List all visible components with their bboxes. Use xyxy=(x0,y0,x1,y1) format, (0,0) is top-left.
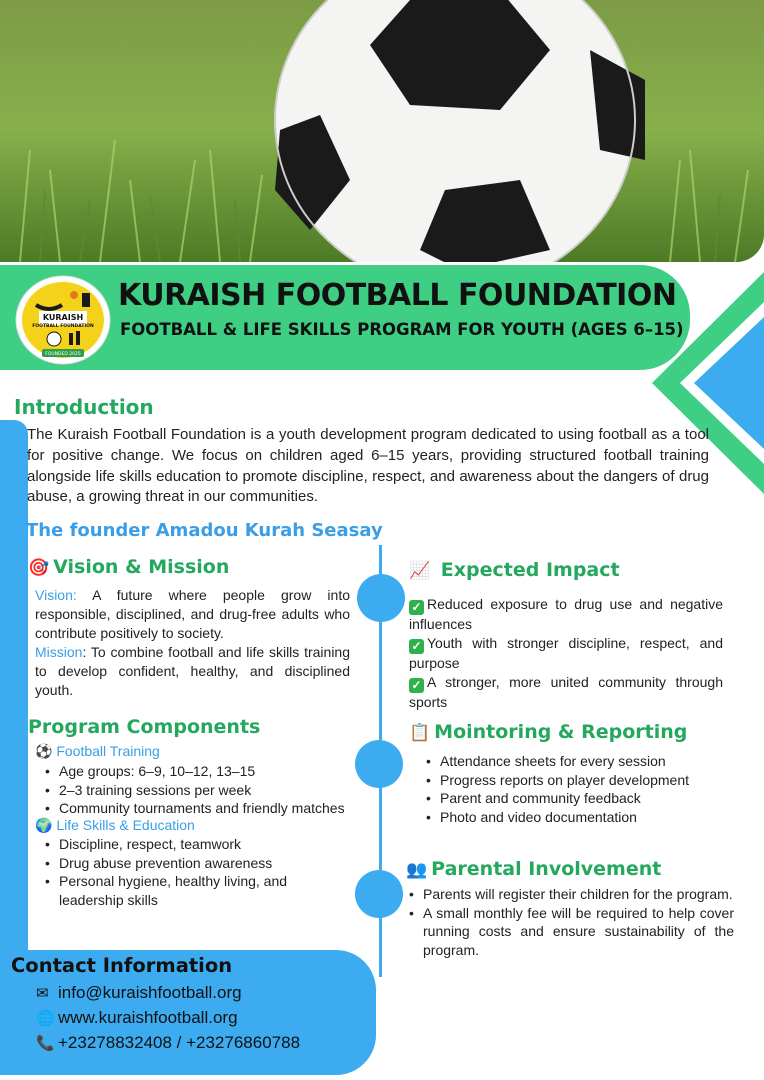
timeline-dot xyxy=(355,870,403,918)
email-text: info@kuraishfootball.org xyxy=(58,983,242,1002)
contact-email[interactable] xyxy=(36,983,242,1003)
impact-item xyxy=(409,595,723,634)
list-item: • Progress reports on player development xyxy=(426,771,746,790)
timeline-dot xyxy=(357,574,405,622)
mission-text: : To combine football and life skills training to develop confident, healthy, and disciplined youth. xyxy=(35,644,350,698)
list-item: • Parent and community feedback xyxy=(426,789,746,808)
vision-text: A future where people grow into responsible, disciplined, and drug-free adults who contribute positively to society. xyxy=(35,587,350,641)
impact-list xyxy=(409,595,723,712)
list-item: • Parents will register their children for the program. xyxy=(409,885,734,904)
check-icon: ✓ xyxy=(409,678,424,693)
page-subtitle: FOOTBALL & LIFE SKILLS PROGRAM FOR YOUTH (AGES 6–15) xyxy=(120,320,684,339)
check-icon: ✓ xyxy=(409,639,424,654)
check-icon: ✓ xyxy=(409,600,424,615)
football-training-list xyxy=(45,762,355,818)
impact-item-text: A stronger, more united community through sports xyxy=(409,674,723,710)
introduction-heading: Introduction xyxy=(14,395,154,419)
impact-item xyxy=(409,634,723,673)
life-skills-label xyxy=(35,817,195,834)
monitoring-list xyxy=(426,752,746,826)
list-item: • Personal hygiene, healthy living, and leadership skills xyxy=(45,872,355,909)
parental-list xyxy=(409,885,734,959)
parental-heading-text: Parental Involvement xyxy=(431,858,662,880)
football-ball xyxy=(260,0,650,262)
mission-label: Mission xyxy=(35,644,83,660)
list-item: • Drug abuse prevention awareness xyxy=(45,854,355,873)
target-icon: 🎯 xyxy=(28,558,50,578)
impact-item xyxy=(409,673,723,712)
list-item: • Community tournaments and friendly matches xyxy=(45,799,355,818)
contact-website[interactable] xyxy=(36,1008,238,1028)
contact-heading: Contact Information xyxy=(11,954,233,977)
expected-impact-heading-text: Expected Impact xyxy=(440,559,620,581)
contact-phone[interactable] xyxy=(36,1033,300,1053)
foundation-logo xyxy=(14,275,112,365)
list-item: • Photo and video documentation xyxy=(426,808,746,827)
list-item: • A small monthly fee will be required to help cover running costs and ensure sustainability of the program. xyxy=(409,904,734,960)
chart-up-icon: 📈 xyxy=(409,561,431,581)
founder-text: The founder Amadou Kurah Seasay xyxy=(26,520,383,541)
monitoring-heading xyxy=(409,721,687,743)
phone-icon: 📞 xyxy=(36,1035,55,1052)
life-skills-text: Life Skills & Education xyxy=(56,817,195,833)
envelope-icon: ✉ xyxy=(36,985,49,1002)
vision-mission-heading xyxy=(28,556,229,578)
list-item: • Discipline, respect, teamwork xyxy=(45,835,355,854)
introduction-text: The Kuraish Football Foundation is a youth development program dedicated to using football as a tool for positive change. We focus on children aged 6–15 years, providing structured football training alongside life skills education to promote discipline, respect, and awareness about the dangers of drug abuse, a growing threat in our communities. xyxy=(27,426,709,506)
football-training-text: Football Training xyxy=(56,743,160,759)
logo-text-founded: FOUNDED 2025 xyxy=(45,352,81,357)
logo-text-kuraish: KURAISH xyxy=(42,313,84,322)
timeline-dot xyxy=(355,740,403,788)
vision-label: Vision: xyxy=(35,587,77,603)
phone-text: +23278832408 / +23276860788 xyxy=(58,1033,301,1052)
parental-involvement-heading xyxy=(406,858,661,880)
expected-impact-heading xyxy=(409,559,620,581)
page-title: KURAISH FOOTBALL FOUNDATION xyxy=(118,278,677,313)
list-item: • Attendance sheets for every session xyxy=(426,752,746,771)
life-skills-list xyxy=(45,835,355,909)
soccer-ball-icon: ⚽ xyxy=(35,743,53,759)
hero-football-image xyxy=(0,0,764,262)
vision-mission-heading-text: Vision & Mission xyxy=(53,556,230,578)
program-components-heading: Program Components xyxy=(28,716,261,738)
impact-item-text: Youth with stronger discipline, respect, and purpose xyxy=(409,635,723,671)
football-training-label xyxy=(35,743,160,760)
globe-icon: 🌍 xyxy=(35,817,53,833)
list-item: • 2–3 training sessions per week xyxy=(45,781,355,800)
impact-item-text: Reduced exposure to drug use and negative influences xyxy=(409,596,723,632)
vision-mission-text xyxy=(35,586,350,700)
monitoring-heading-text: Mointoring & Reporting xyxy=(434,721,688,743)
left-accent-bar xyxy=(0,420,28,980)
clipboard-icon: 📋 xyxy=(409,723,431,743)
people-icon: 👥 xyxy=(406,860,428,880)
list-item: • Age groups: 6–9, 10–12, 13–15 xyxy=(45,762,355,781)
website-text: www.kuraishfootball.org xyxy=(58,1008,238,1027)
logo-text-foundation: FOOTBALL FOUNDATION xyxy=(32,324,94,329)
globe-icon: 🌐 xyxy=(36,1010,55,1027)
